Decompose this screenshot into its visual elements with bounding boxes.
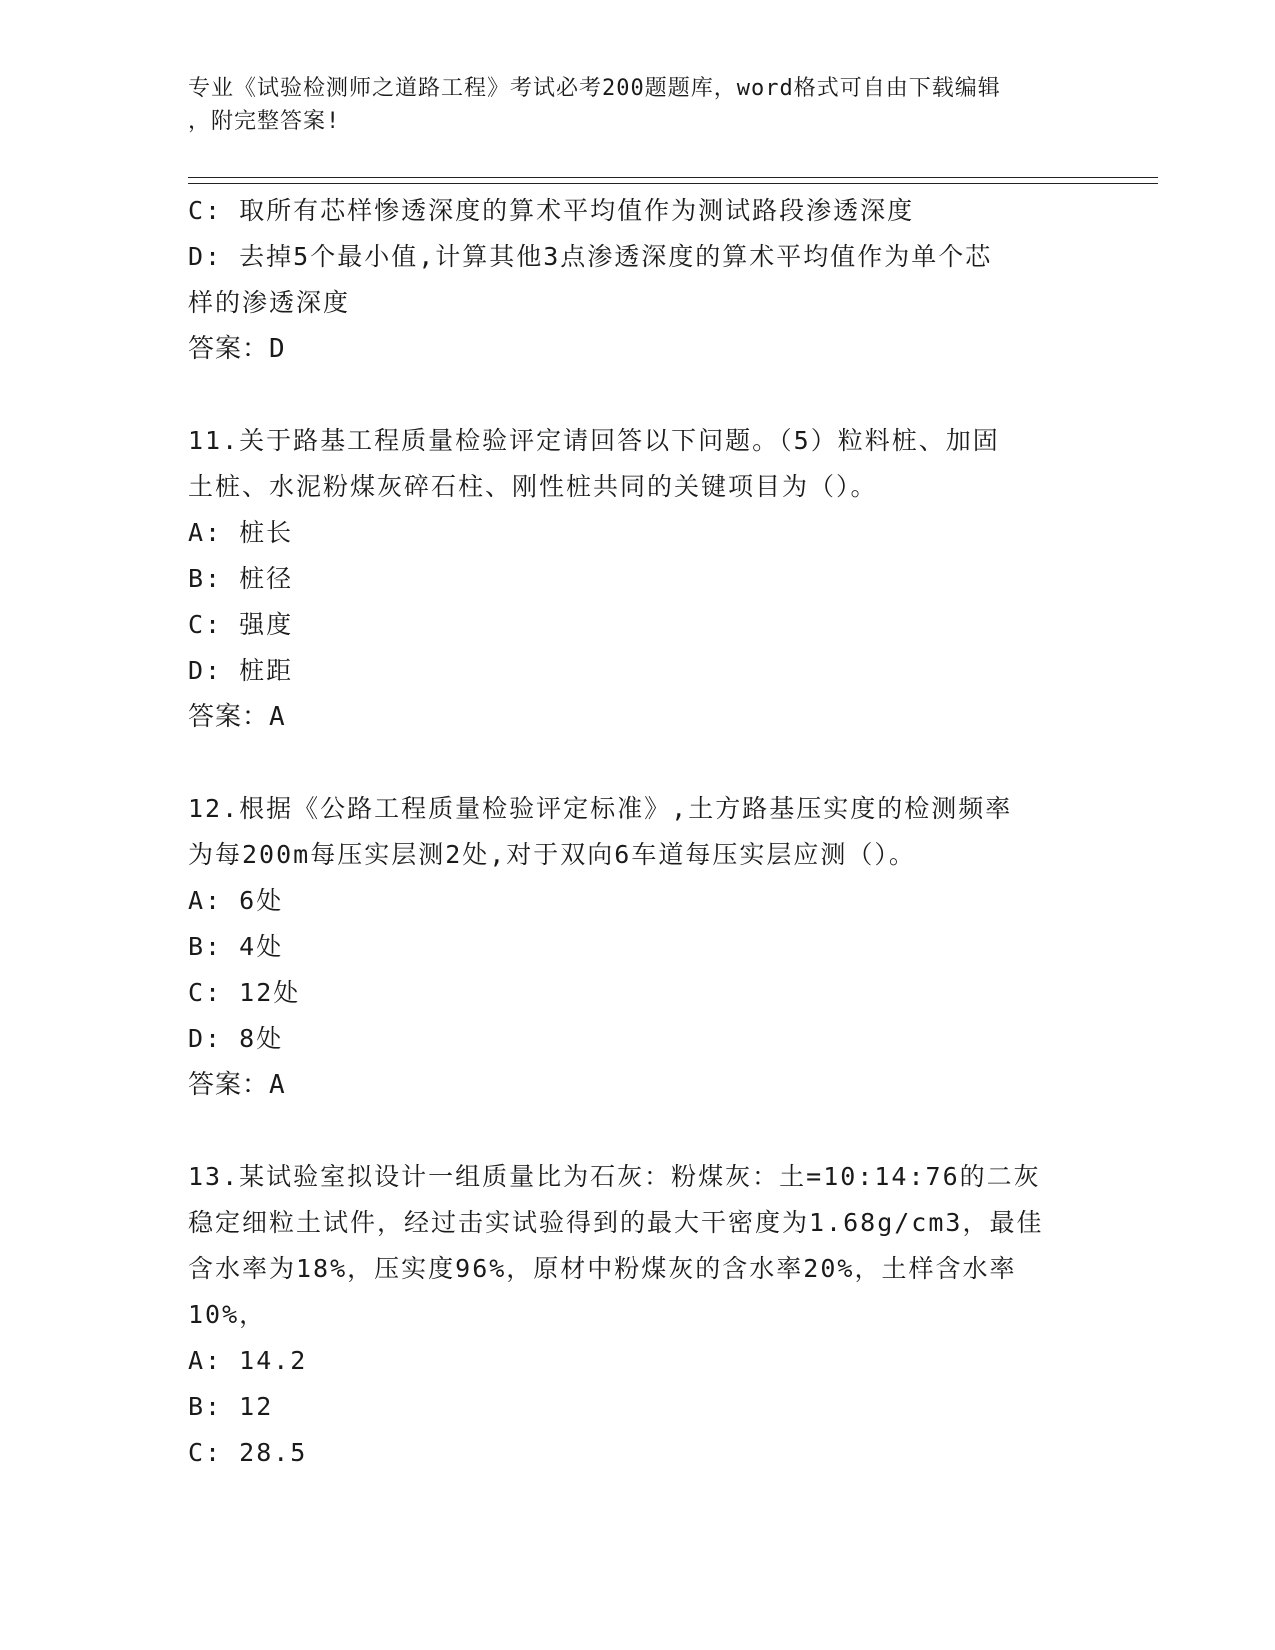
option-b: B: 桩径 bbox=[188, 564, 294, 593]
question-stem-continued: 含水率为18%，压实度96%，原材中粉煤灰的含水率20%，土样含水率 bbox=[188, 1254, 1017, 1283]
question-13 bbox=[188, 1154, 1088, 1476]
header-divider-top bbox=[188, 177, 1158, 178]
question-stem: 11.关于路基工程质量检验评定请回答以下问题。（5）粒料桩、加固 bbox=[188, 426, 1000, 455]
option-a: A: 6处 bbox=[188, 886, 284, 915]
option-d: D: 8处 bbox=[188, 1024, 284, 1053]
option-d-continued: 样的渗透深度 bbox=[188, 288, 351, 317]
question-stem: 12.根据《公路工程质量检验评定标准》,土方路基压实度的检测频率 bbox=[188, 794, 1013, 823]
option-a: A: 桩长 bbox=[188, 518, 294, 547]
option-d: D: 桩距 bbox=[188, 656, 294, 685]
option-b: B: 4处 bbox=[188, 932, 284, 961]
header-line-1: 专业《试验检测师之道路工程》考试必考200题题库，word格式可自由下载编辑 bbox=[188, 76, 1001, 101]
document-body bbox=[188, 188, 1088, 1476]
option-a: A: 14.2 bbox=[188, 1346, 308, 1375]
option-c: C: 12处 bbox=[188, 978, 301, 1007]
option-c: C: 取所有芯样惨透深度的算术平均值作为测试路段渗透深度 bbox=[188, 196, 915, 225]
question-11 bbox=[188, 418, 1088, 740]
question-12 bbox=[188, 786, 1088, 1108]
header-divider-bottom bbox=[188, 183, 1158, 184]
document-header bbox=[188, 72, 1068, 138]
answer-line: 答案：D bbox=[188, 334, 286, 364]
option-c: C: 强度 bbox=[188, 610, 294, 639]
question-stem-continued: 土桩、水泥粉煤灰碎石柱、刚性桩共同的关键项目为（）。 bbox=[188, 472, 878, 501]
question-10-tail bbox=[188, 188, 1088, 372]
option-b: B: 12 bbox=[188, 1392, 274, 1421]
answer-line: 答案：A bbox=[188, 702, 286, 732]
spacer bbox=[188, 1108, 1088, 1154]
question-stem-continued: 稳定细粒土试件，经过击实试验得到的最大干密度为1.68g/cm3，最佳 bbox=[188, 1208, 1044, 1237]
option-d: D: 去掉5个最小值,计算其他3点渗透深度的算术平均值作为单个芯 bbox=[188, 242, 993, 271]
spacer bbox=[188, 372, 1088, 418]
question-stem-continued: 为每200m每压实层测2处,对于双向6车道每压实层应测（）。 bbox=[188, 840, 916, 869]
header-line-2: ，附完整答案! bbox=[188, 109, 341, 134]
option-c: C: 28.5 bbox=[188, 1438, 308, 1467]
answer-line: 答案：A bbox=[188, 1070, 286, 1100]
question-stem: 13.某试验室拟设计一组质量比为石灰：粉煤灰：土=10:14:76的二灰 bbox=[188, 1162, 1041, 1191]
question-stem-continued: 10%， bbox=[188, 1300, 267, 1329]
spacer bbox=[188, 740, 1088, 786]
